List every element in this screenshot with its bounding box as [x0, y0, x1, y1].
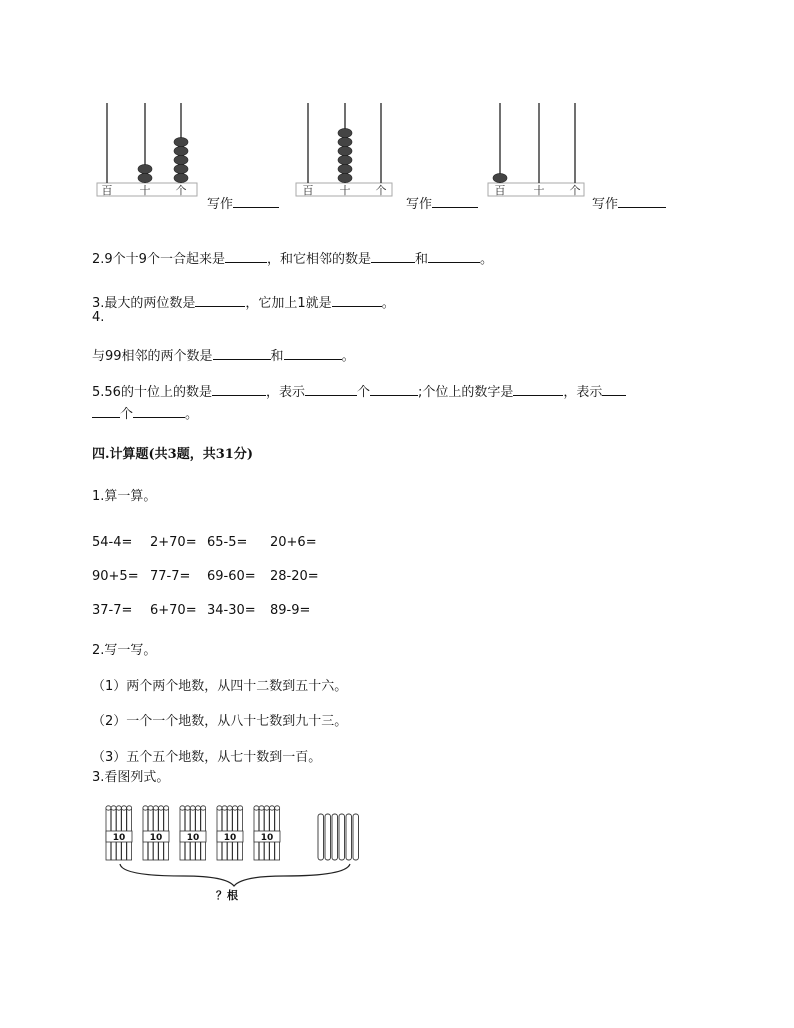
- answer-blank[interactable]: [233, 193, 279, 208]
- calc-item: 65-5=: [207, 535, 248, 550]
- calc-item: 2+70=: [150, 535, 197, 550]
- stick-bundle: [254, 806, 280, 860]
- answer-blank[interactable]: [195, 292, 245, 307]
- calc-item: 69-60=: [207, 569, 256, 584]
- answer-blank[interactable]: [92, 403, 120, 418]
- calc-question-3-title: 3.看图列式。: [92, 770, 170, 785]
- bundle-label: 10: [260, 833, 274, 843]
- abacus-bead: [174, 155, 188, 164]
- bundle-label: 10: [223, 833, 237, 843]
- single-stick: [346, 814, 352, 860]
- abacus-bead: [174, 137, 188, 146]
- abacus-bead: [338, 155, 352, 164]
- sticks-figure: [98, 798, 388, 908]
- abacus-bead: [338, 146, 352, 155]
- single-stick: [332, 814, 338, 860]
- answer-blank[interactable]: [371, 248, 415, 263]
- stick-bundle: [106, 806, 132, 860]
- answer-blank[interactable]: [618, 193, 666, 208]
- stick-bundle: [180, 806, 206, 860]
- calc-question-1-title: 1.算一算。: [92, 489, 157, 504]
- question-4-number: 4.: [92, 310, 105, 325]
- place-label: 十: [339, 184, 351, 197]
- bundle-label: 10: [149, 833, 163, 843]
- place-label: 个: [569, 184, 581, 197]
- question-3: 3.最大的两位数是 ，它加上1就是 。: [92, 292, 395, 311]
- answer-blank[interactable]: [225, 248, 267, 263]
- count-item-3: （3）五个五个地数，从七十数到一百。: [92, 750, 322, 765]
- answer-blank[interactable]: [332, 292, 382, 307]
- answer-blank[interactable]: [133, 403, 185, 418]
- bundle-label: 10: [112, 833, 126, 843]
- question-4: 与99相邻的两个数是 和 。: [92, 345, 355, 364]
- calc-item: 6+70=: [150, 603, 197, 618]
- calc-item: 89-9=: [270, 603, 311, 618]
- single-stick: [353, 814, 359, 860]
- abacus-bead: [338, 137, 352, 146]
- write-label-3: 写作: [592, 193, 666, 212]
- abacus-3: [488, 103, 584, 197]
- write-label-2: 写作: [406, 193, 478, 212]
- stick-bundle: [217, 806, 243, 860]
- question-label: ？根: [216, 889, 238, 902]
- single-stick: [318, 814, 324, 860]
- answer-blank[interactable]: [284, 345, 342, 360]
- bundle-label: 10: [186, 833, 200, 843]
- place-label: 十: [139, 184, 151, 197]
- answer-blank[interactable]: [602, 381, 626, 396]
- answer-blank[interactable]: [513, 381, 563, 396]
- calc-item: 34-30=: [207, 603, 256, 618]
- place-label: 十: [533, 184, 545, 197]
- place-label: 个: [175, 184, 187, 197]
- abacus-2: [296, 103, 392, 197]
- calc-item: 77-7=: [150, 569, 191, 584]
- place-label: 百: [494, 184, 506, 197]
- abacus-bead: [138, 173, 152, 182]
- count-item-2: （2）一个一个地数，从八十七数到九十三。: [92, 714, 348, 729]
- calc-question-2-title: 2.写一写。: [92, 643, 157, 658]
- stick-bundle: [143, 806, 169, 860]
- answer-blank[interactable]: [213, 345, 271, 360]
- section-title: 四.计算题(共3题，共31分): [92, 447, 253, 462]
- count-item-1: （1）两个两个地数，从四十二数到五十六。: [92, 679, 348, 694]
- answer-blank[interactable]: [428, 248, 480, 263]
- calc-item: 20+6=: [270, 535, 317, 550]
- abacus-bead: [138, 164, 152, 173]
- question-5-continued: 个 。: [92, 403, 198, 422]
- abacus-bead: [174, 173, 188, 182]
- single-stick: [325, 814, 331, 860]
- abacus-bead: [338, 164, 352, 173]
- place-label: 百: [101, 184, 113, 197]
- abacus-1: [97, 103, 197, 197]
- answer-blank[interactable]: [212, 381, 266, 396]
- abacus-bead: [174, 146, 188, 155]
- single-stick: [339, 814, 345, 860]
- place-label: 个: [375, 184, 387, 197]
- calc-item: 54-4=: [92, 535, 133, 550]
- abacus-bead: [338, 128, 352, 137]
- answer-blank[interactable]: [305, 381, 357, 396]
- abacus-bead: [493, 173, 507, 182]
- place-label: 百: [302, 184, 314, 197]
- write-label-1: 写作: [207, 193, 279, 212]
- calc-item: 37-7=: [92, 603, 133, 618]
- abacus-bead: [338, 173, 352, 182]
- abacus-figures: [0, 0, 794, 215]
- calc-item: 90+5=: [92, 569, 139, 584]
- answer-blank[interactable]: [432, 193, 478, 208]
- answer-blank[interactable]: [370, 381, 418, 396]
- question-5: 5.56的十位上的数是 ，表示 个 ;个位上的数字是 ，表示: [92, 381, 626, 400]
- abacus-bead: [174, 164, 188, 173]
- calc-item: 28-20=: [270, 569, 319, 584]
- question-2: 2.9个十9个一合起来是 ，和它相邻的数是 和 。: [92, 248, 493, 267]
